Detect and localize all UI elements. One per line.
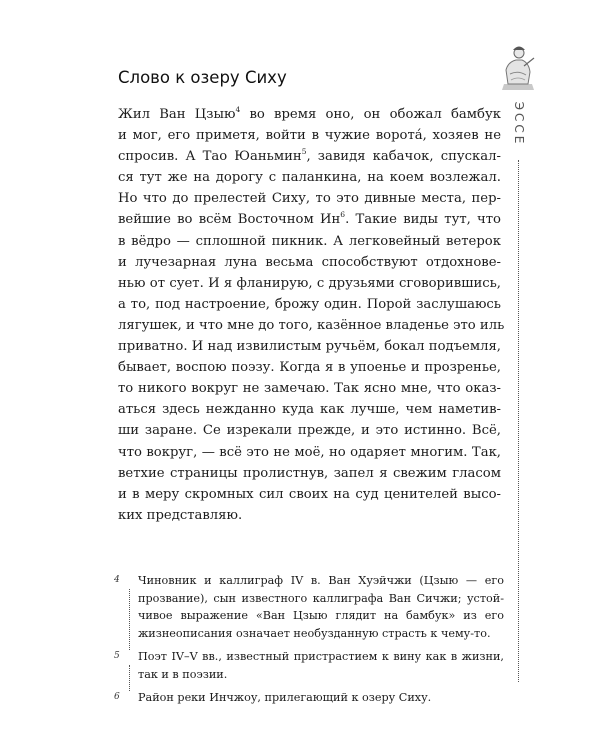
body-line — [118, 357, 501, 378]
body-line — [118, 336, 501, 357]
body-text-segment: ся тут же на дорогу с паланкина, на коем возлежал. — [118, 170, 501, 186]
body-text-segment: и в меру скромных сил своих на суд ценителей высо- — [118, 486, 501, 502]
body-line — [118, 378, 501, 399]
body-text-segment: что вокруг, — всё это не моё, но одаряет многим. Так, — [118, 444, 501, 460]
body-line — [118, 463, 501, 484]
section-label: ЭССЕ — [512, 101, 526, 147]
footnote-separator — [129, 589, 130, 650]
body-text-segment: аться здесь нежданно куда как лучше, чем наметив- — [118, 402, 501, 418]
seated-scholar-icon — [498, 40, 538, 92]
body-text-segment: вейшие во всём Восточном Ин — [118, 212, 341, 228]
body-text-segment: Но что до прелестей Сиху, то это дивные места, пер- — [118, 191, 501, 207]
body-text-segment: ветхие страницы пролистнув, запел я свежим гласом — [118, 465, 501, 481]
body-text-segment: во время оно, он обожал бамбук — [240, 107, 501, 122]
footnote-number: 5 — [114, 651, 120, 661]
footnote-line: Район реки Инчжоу, прилегающий к озеру Сиху. — [138, 691, 432, 704]
footnote-number: 4 — [114, 575, 120, 585]
body-line — [118, 146, 501, 167]
body-line — [118, 104, 501, 125]
body-line — [118, 252, 501, 273]
body-text-segment: а то, под настроение, брожу один. Порой заслушаюсь — [118, 296, 501, 312]
body-line — [118, 315, 505, 336]
body-text-segment: приватно. И над извилистым ручьём, бокал подъемля, — [118, 339, 501, 355]
footnote-line: жизнеописания означает необузданную страсть к чему-то. — [138, 626, 491, 640]
footnote-item — [114, 689, 504, 707]
body-line — [118, 188, 501, 209]
footnote-number: 6 — [114, 692, 120, 702]
body-text-segment: ши заране. Се изрекали прежде, и это истинно. Всё, — [118, 423, 501, 439]
footnote-separator — [129, 665, 130, 691]
footnote-ref: 5 — [301, 147, 307, 157]
body-line — [118, 273, 501, 294]
body-text-segment: и лучезарная луна весьма способствуют отдохновe- — [118, 254, 501, 270]
body-text-segment: Жил Ван Цзыю — [118, 107, 236, 122]
footnotes — [114, 572, 504, 707]
essay-title: Слово к озеру Сиху — [118, 68, 287, 87]
body-text-segment: бывает, воспою поэзу. Когда я в упоенье и прозренье, — [118, 360, 501, 376]
footnote-line: чивое выражение «Ван Цзыю глядит на бамбук» из его — [138, 609, 504, 622]
body-text-segment: лягушек, и что мне до того, казённое владенье это иль — [118, 317, 505, 333]
footnote-line: прозвание), сын известного каллиграфа Ван Сичжи; устой- — [138, 591, 504, 605]
essay-body — [118, 104, 505, 526]
footnote-ref: 4 — [235, 105, 241, 114]
footnote-item — [114, 648, 504, 683]
body-line — [118, 209, 501, 230]
body-text-segment: нью от сует. И я фланирую, с друзьями сговорившись, — [118, 275, 501, 291]
body-text-segment: , завидя кабачок, спускал- — [306, 149, 501, 165]
body-text-segment: в вёдро — сплошной пикник. А легковейный ветерок — [118, 233, 501, 249]
side-dotted-rule — [518, 160, 519, 682]
body-line — [118, 442, 501, 463]
body-line — [118, 231, 501, 252]
body-text-segment: . Такие виды тут, что — [345, 212, 501, 228]
body-text-segment: то никого вокруг не замечаю. Так ясно мне, что оказ- — [118, 381, 501, 397]
footnote-line: Поэт IV–V вв., известный пристрастием к вину как в жизни, — [138, 650, 504, 663]
footnote-item — [114, 572, 504, 642]
body-line — [118, 294, 501, 315]
body-line — [118, 420, 501, 441]
body-line — [118, 484, 501, 505]
body-text-segment: и мог, его приметя, войти в чужие ворота́, хозяев не — [118, 128, 501, 144]
footnote-line: так и в поэзии. — [138, 667, 228, 681]
body-line — [118, 399, 501, 420]
body-text-segment: ких представляю. — [118, 507, 243, 523]
body-line — [118, 505, 501, 526]
body-line — [118, 167, 501, 188]
footnote-ref: 6 — [340, 210, 346, 220]
body-text-segment: спросив. А Тао Юаньмин — [118, 149, 302, 165]
footnote-line: Чиновник и каллиграф IV в. Ван Хуэйчжи (Цзыю — его — [138, 574, 504, 587]
body-line — [118, 125, 501, 146]
